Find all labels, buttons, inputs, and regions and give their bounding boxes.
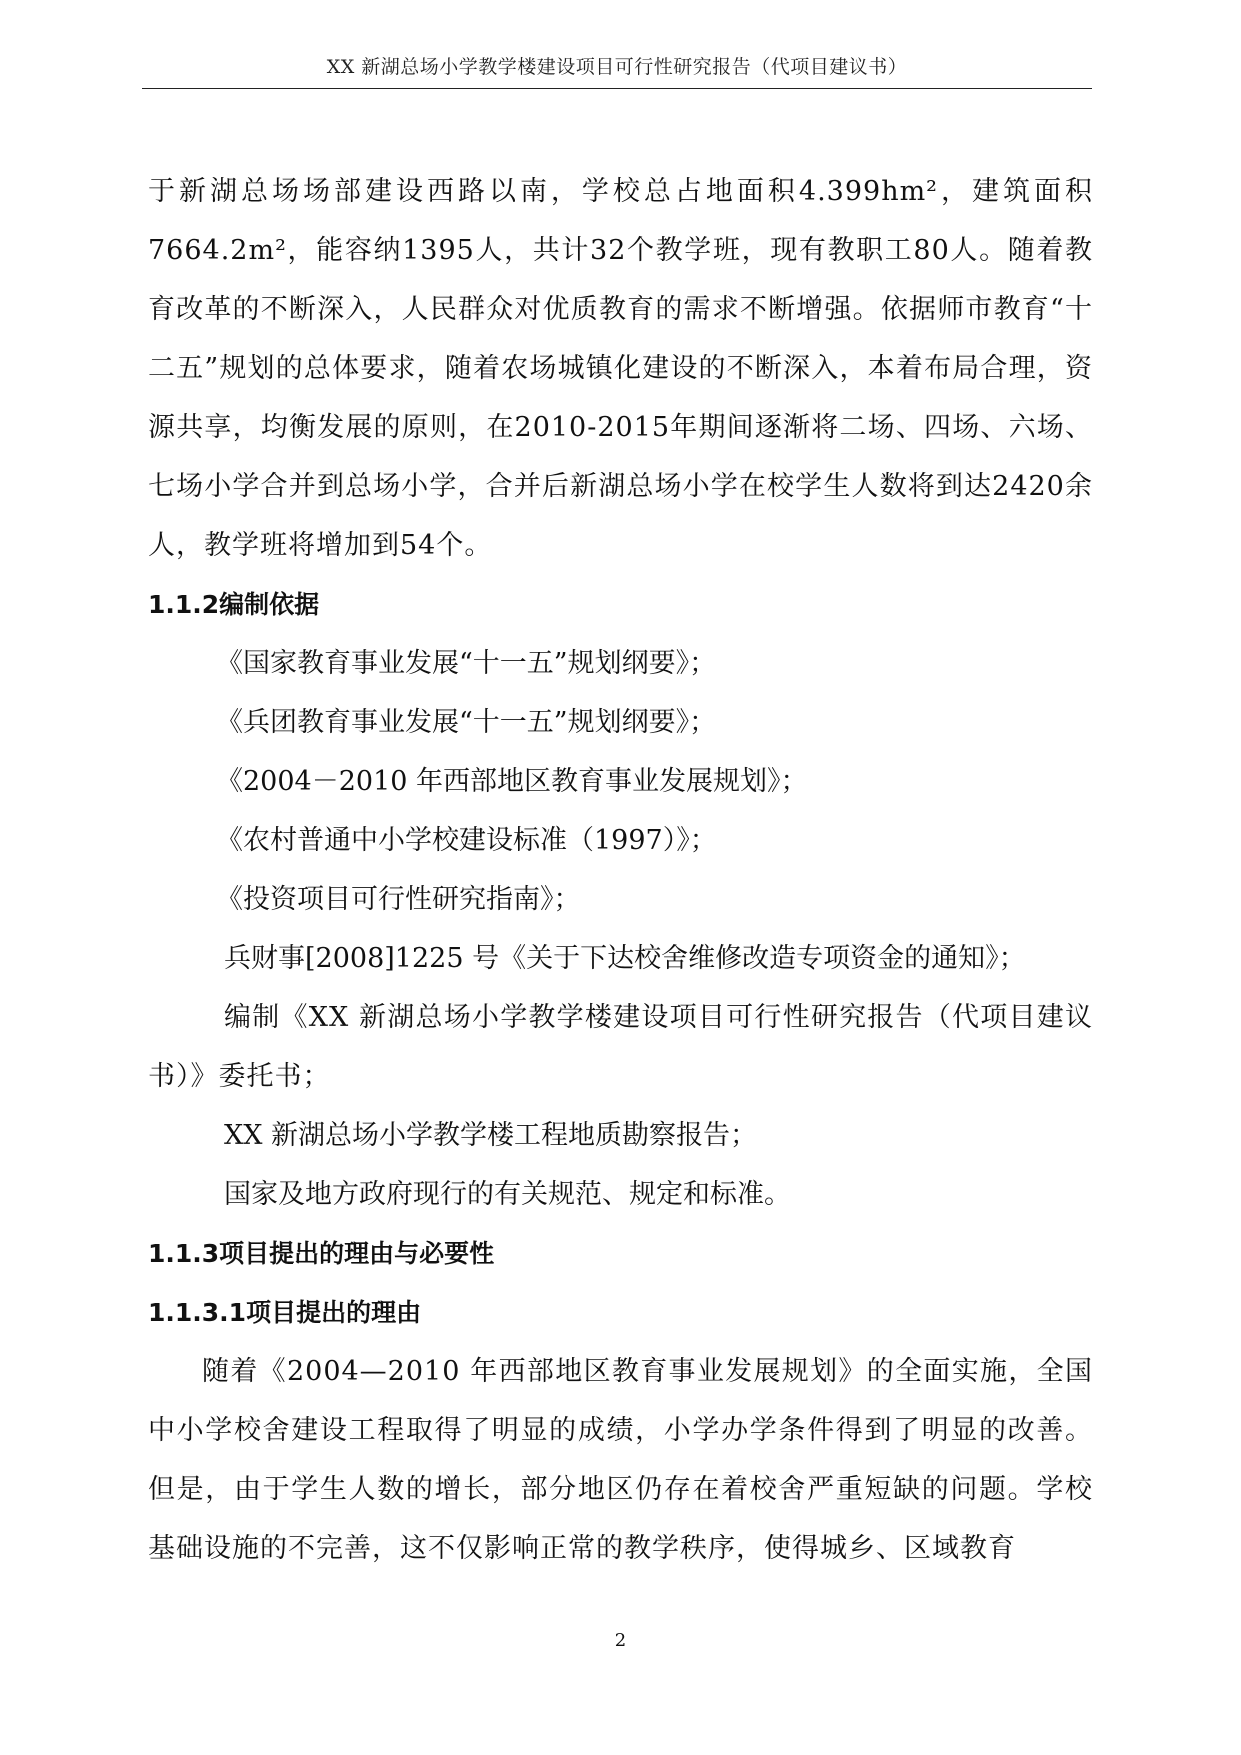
section-heading-1-1-2: 1.1.2编制依据: [148, 590, 320, 619]
reference-item: 《农村普通中小学校建设标准（1997）》；: [216, 825, 717, 856]
reference-item: 编制《XX 新湖总场小学教学楼建设项目可行性研究报告（代项目建议书）》委托书；: [148, 1002, 1093, 1092]
reference-item: 《投资项目可行性研究指南》；: [216, 884, 581, 915]
section-heading-1-1-3: 1.1.3项目提出的理由与必要性: [148, 1239, 495, 1268]
running-header: XX 新湖总场小学教学楼建设项目可行性研究报告（代项目建议书）: [326, 56, 908, 78]
header-rule: [142, 88, 1092, 89]
reference-item: 《国家教育事业发展“十一五”规划纲要》；: [216, 648, 717, 679]
section-heading-1-1-3-1: 1.1.3.1项目提出的理由: [148, 1298, 422, 1327]
reference-item: 《兵团教育事业发展“十一五”规划纲要》；: [216, 707, 717, 738]
reference-item: 兵财事[2008]1225 号《关于下达校舍维修改造专项资金的通知》；: [224, 943, 1026, 974]
reference-item: XX 新湖总场小学教学楼工程地质勘察报告；: [224, 1120, 758, 1151]
intro-paragraph: 于新湖总场场部建设西路以南，学校总占地面积4.399hm²，建筑面积7664.2m²，能容纳1395人，共计32个教学班，现有教职工80人。随着教育改革的不断深入，人民群众对优质教育的需求不断增强。依据师市教育“十二五”规划的总体要求，随着农场城镇化建设的不断深入，本着布局合理，资源共享，均衡发展的原则，在2010-2015年期间逐渐将二场、四场、六场、七场小学合并到总场小学，合并后新湖总场小学在校学生人数将到达2420余人，教学班将增加到54个。: [148, 176, 1093, 561]
reason-paragraph: 随着《2004—2010 年西部地区教育事业发展规划》的全面实施，全国中小学校舍建设工程取得了明显的成绩，小学办学条件得到了明显的改善。但是，由于学生人数的增长，部分地区仍存在着校舍严重短缺的问题。学校基础设施的不完善，这不仅影响正常的教学秩序，使得城乡、区域教育: [148, 1356, 1093, 1564]
page-number: 2: [614, 1630, 627, 1651]
page-content: [148, 162, 1093, 1578]
reference-item: 《2004－2010 年西部地区教育事业发展规划》；: [216, 766, 808, 797]
reference-item: 国家及地方政府现行的有关规范、规定和标准。: [224, 1179, 791, 1210]
